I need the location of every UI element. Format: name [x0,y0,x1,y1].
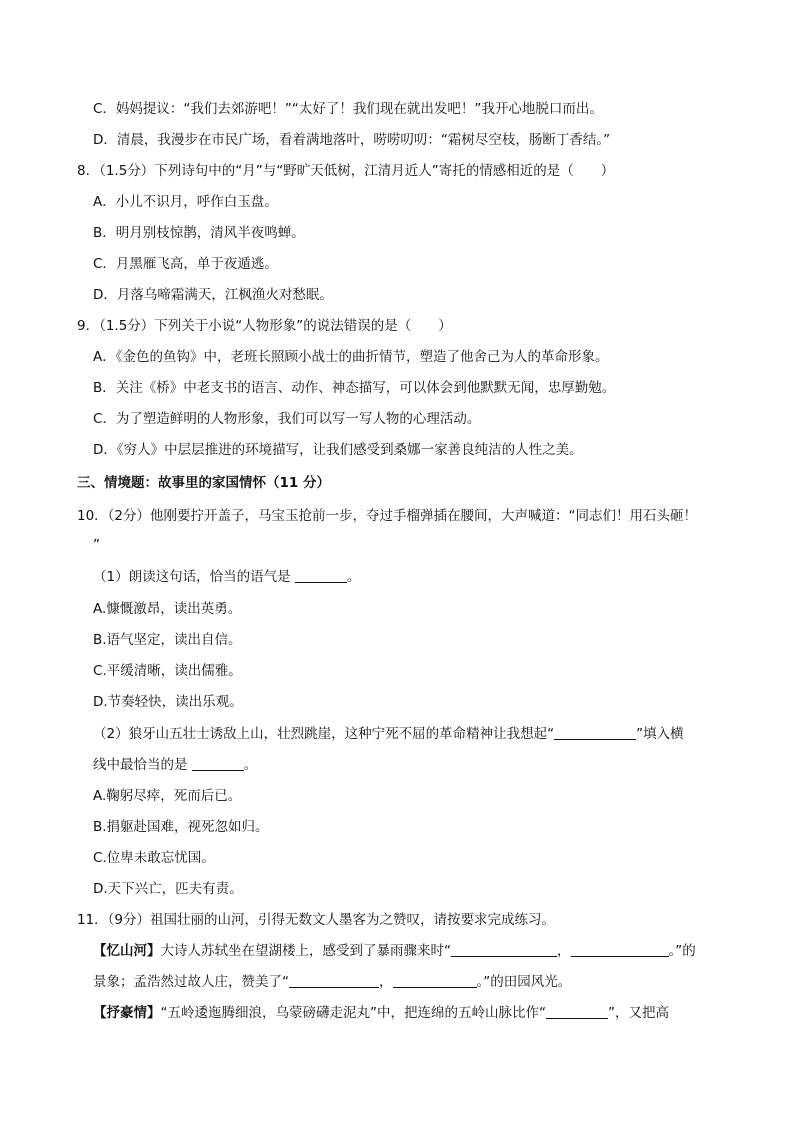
q11-memory-line2-end: 。”的田园风光。 [476,974,572,990]
q10-part1-option-a: A.慷慨激昂，读出英勇。 [93,601,242,617]
q10-part2-option-b: B.捐躯赴国难，视死忽如归。 [93,819,269,835]
q10-part1-prompt [93,567,360,587]
q10-part2-text: （2）狼牙山五壮士诱敌上山，壮烈跳崖，这种宁死不屈的革命精神让我想起“ [93,726,555,742]
q11-pride-label: 【抒豪情】 [93,1005,161,1021]
q9-option-c: C．为了塑造鲜明的人物形象，我们可以写一写人物的心理活动。 [93,411,481,427]
answer-blank[interactable] [393,973,477,988]
q11-memory-text: 大诗人苏轼坐在望湖楼上，感受到了暴雨骤来时“ [160,943,451,959]
q11-memory-sep: ， [557,943,571,959]
q10-stem-line2: ” [93,537,100,553]
q8-option-b: B．明月别枝惊鹊，清风半夜鸣蝉。 [93,225,305,241]
q11-pride-line [93,1003,669,1023]
q11-memory-line1 [93,941,696,961]
q10-part1-prompt-text: （1）朗读这句话，恰当的语气是 [93,569,295,585]
q11-memory-line2 [93,972,571,992]
q10-stem-line1: 10．（2分）他刚要拧开盖子，马宝玉抢前一步，夺过手榴弹插在腰间，大声喊道：“同志们！用石头砸！ [77,508,698,524]
section-title: 三、情境题：故事里的家国情怀（11 分） [77,475,330,491]
q11-memory-label: 【忆山河】 [93,943,161,959]
answer-blank[interactable] [451,942,557,957]
answer-blank[interactable] [295,568,347,583]
answer-blank[interactable] [546,1004,608,1019]
q10-part2-option-c: C.位卑未敢忘忧国。 [93,850,215,866]
q10-part2-text-end: ”填入横 [636,726,684,742]
q9-option-a: A．《金色的鱼钩》中，老班长照顾小战士的曲折情节，塑造了他舍己为人的革命形象。 [93,349,609,365]
q10-part2-line2-text: 线中最恰当的是 [93,757,192,773]
q10-part2-line2 [93,755,257,775]
q10-part2-option-a: A.鞠躬尽瘁，死而后已。 [93,788,242,804]
q10-part2-line1 [93,724,684,744]
q11-memory-text-end: 。”的 [668,943,696,959]
q11-pride-text-end: ”，又把高 [607,1005,669,1021]
q8-option-d: D．月落乌啼霜满天，江枫渔火对愁眠。 [93,287,333,303]
q11-stem: 11．（9分）祖国壮丽的山河，引得无数文人墨客为之赞叹，请按要求完成练习。 [77,912,556,928]
q9-option-b: B．关注《桥》中老支书的语言、动作、神态描写，可以体会到他默默无闻，忠厚勤勉。 [93,380,616,396]
q8-stem: 8．（1.5分）下列诗句中的“月”与“野旷天低树，江清月近人”寄托的情感相近的是（ ） [77,163,615,179]
q8-option-a: A．小儿不识月，呼作白玉盘。 [93,194,278,210]
q8-option-c: C．月黑雁飞高，单于夜遁逃。 [93,256,278,272]
q10-part1-option-b: B.语气坚定，读出自信。 [93,632,242,648]
answer-blank[interactable] [554,725,636,740]
q11-memory-line2-sep: ， [379,974,393,990]
q10-part1-option-d: D.节奏轻快，读出乐观。 [93,694,243,710]
q7-option-c: C．妈妈提议：“我们去郊游吧！”“太好了！我们现在就出发吧！”我开心地脱口而出。 [93,101,603,117]
answer-blank[interactable] [289,973,379,988]
q9-option-d: D．《穷人》中层层推进的环境描写，让我们感受到桑娜一家善良纯洁的人性之美。 [93,442,583,458]
q7-option-d: D．清晨，我漫步在市民广场，看着满地落叶，唠唠叨叨：“霜树尽空枝，肠断丁香结。” [93,132,611,148]
q10-part2-line2-end: 。 [243,757,258,773]
q9-stem: 9．（1.5分）下列关于小说“人物形象”的说法错误的是（ ） [77,318,452,334]
q10-part1-option-c: C.平缓清晰，读出儒雅。 [93,663,242,679]
answer-blank[interactable] [192,756,244,771]
q10-part1-prompt-end: 。 [346,569,361,585]
q10-part2-option-d: D.天下兴亡，匹夫有责。 [93,881,243,897]
answer-blank[interactable] [571,942,669,957]
q11-pride-text: “五岭逶迤腾细浪，乌蒙磅礴走泥丸”中，把连绵的五岭山脉比作“ [160,1005,546,1021]
q11-memory-line2-text: 景象；孟浩然过故人庄，赞美了“ [93,974,289,990]
